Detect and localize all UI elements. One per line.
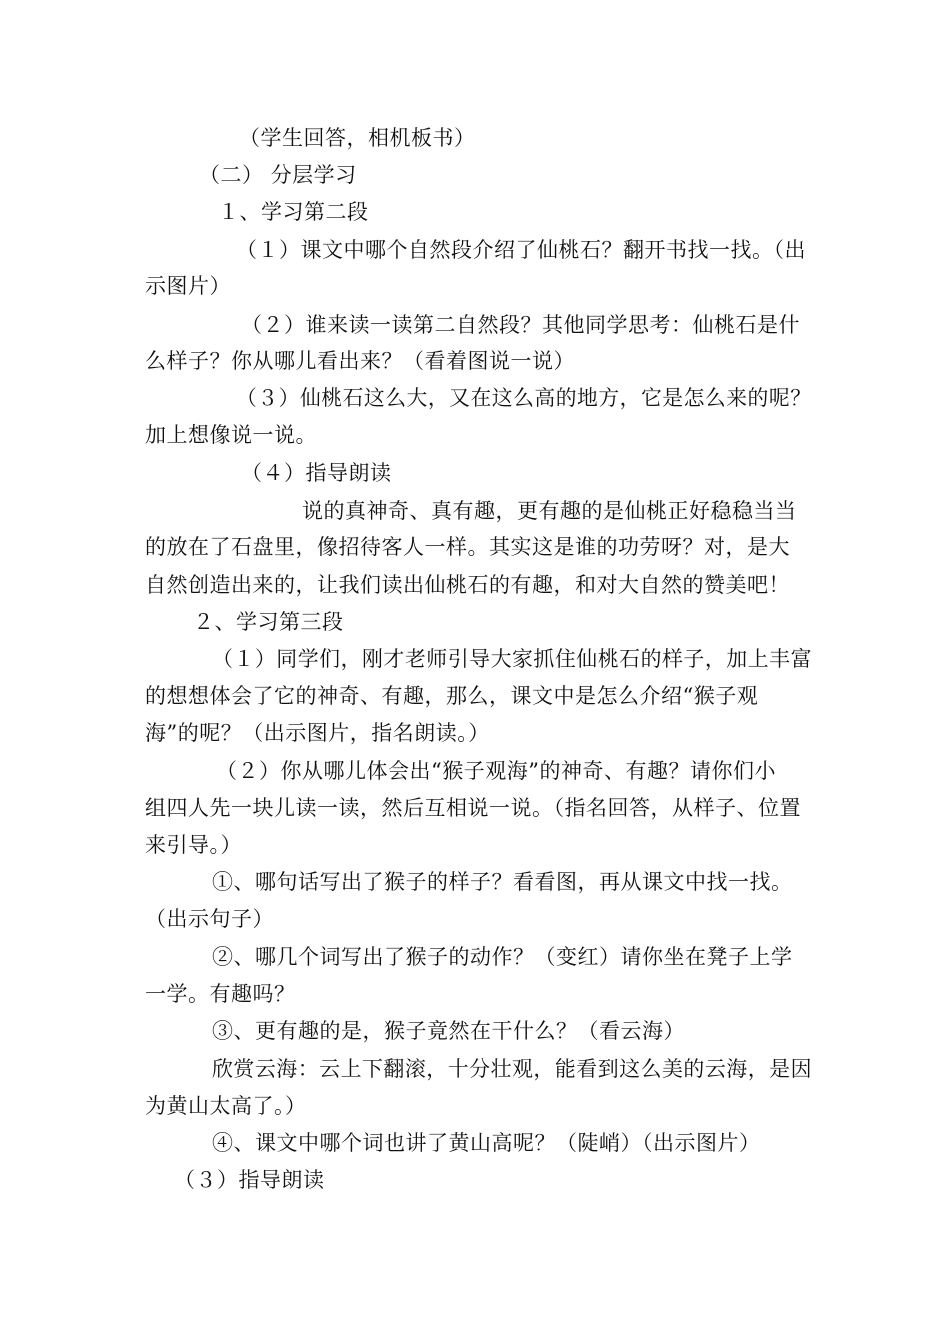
text-line: 为黄山太高了。） [145,1094,307,1118]
text-line: （出示句子） [145,907,274,931]
text-line: 加上想像说一说。 [145,423,317,447]
text-line: 么样子？你从哪儿看出来？（看着图说一说） [145,349,575,373]
text-line: ③、更有趣的是，猴子竟然在干什么？（看云海） [212,1019,685,1043]
text-line: （１）同学们，刚才老师引导大家抓住仙桃石的样子，加上丰富 [212,647,813,671]
text-line: （２）你从哪儿体会出“猴子观海”的神奇、有趣？请你们小 [216,759,776,783]
subsection-heading: １、学习第二段 [218,200,369,224]
text-line: ①、哪句话写出了猴子的样子？看看图，再从课文中找一找。 [212,870,793,894]
text-line: 的放在了石盘里，像招待客人一样。其实这是谁的功劳呀？对，是大 [145,535,790,559]
text-line: 欣赏云海：云上下翻滚，十分壮观，能看到这么美的云海，是因 [212,1057,813,1081]
text-line: （３）仙桃石这么大，又在这么高的地方，它是怎么来的呢？ [236,386,812,410]
text-line: 说的真神奇、真有趣，更有趣的是仙桃正好稳稳当当 [302,499,797,523]
text-line: 一学。有趣吗？ [145,982,296,1006]
text-line: （２）谁来读一读第二自然段？其他同学思考：仙桃石是什 [241,313,800,337]
text-line: ④、课文中哪个词也讲了黄山高呢？（陡峭）（出示图片） [212,1131,761,1155]
text-line: ②、哪几个词写出了猴子的动作？（变红）请你坐在凳子上学 [212,945,793,969]
text-line: 示图片） [145,274,231,298]
text-line: （４）指导朗读 [241,461,392,485]
section-heading: （二） 分层学习 [199,163,357,187]
subsection-heading: ２、学习第三段 [193,610,344,634]
text-line: 的想想体会了它的神奇、有趣，那么，课文中是怎么介绍“猴子观 [145,684,759,708]
text-line: 来引导。） [145,833,242,857]
text-line: （３）指导朗读 [174,1168,325,1192]
text-line: 海”的呢？（出示图片，指名朗读。） [145,721,490,745]
text-line: 组四人先一块儿读一读，然后互相说一说。（指名回答，从样子、位置 [145,796,801,820]
text-line: 自然创造出来的，让我们读出仙桃石的有趣，和对大自然的赞美吧！ [145,573,790,597]
text-line: （１）课文中哪个自然段介绍了仙桃石？翻开书找一找。（出 [236,238,806,262]
text-line: （学生回答，相机板书） [239,126,476,150]
